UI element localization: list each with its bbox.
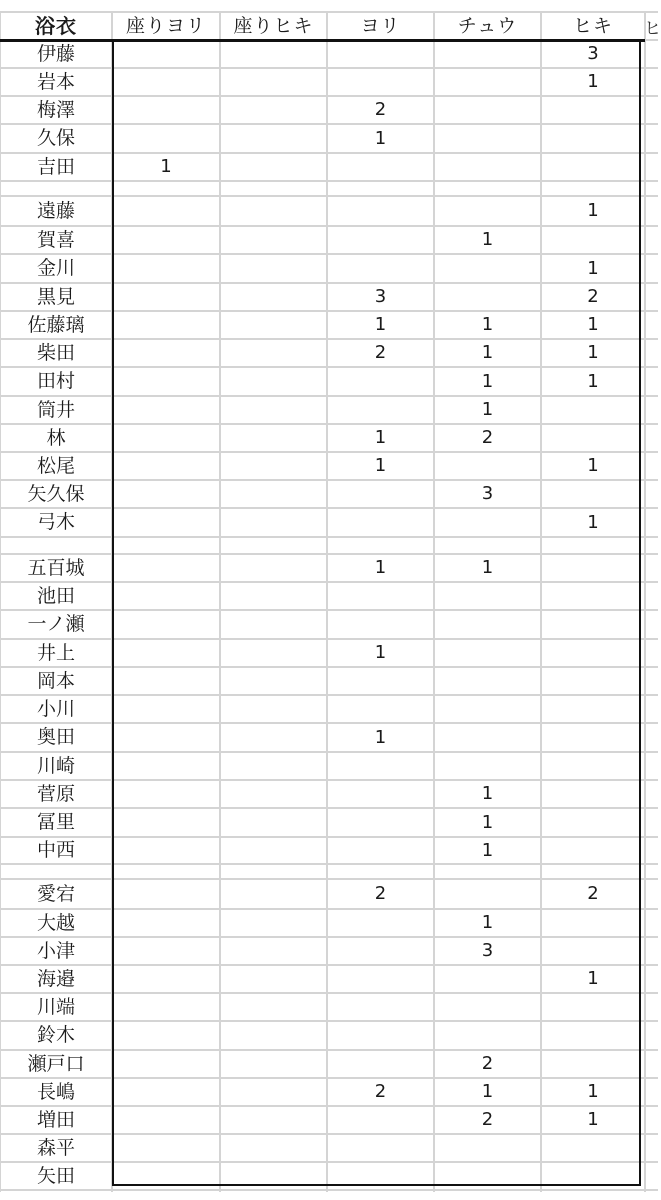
count-cell[interactable]: 1 (481, 912, 494, 933)
count-cell[interactable]: 3 (374, 286, 387, 307)
member-name-cell[interactable]: 黒見 (36, 285, 75, 308)
header-zari-hiki[interactable]: 座りヒキ (233, 14, 314, 37)
member-name-cell[interactable]: 増田 (36, 1108, 75, 1131)
member-name-cell[interactable]: 佐藤璃 (27, 313, 85, 336)
count-cell[interactable]: 2 (587, 286, 599, 307)
member-name-cell[interactable]: 冨里 (36, 811, 75, 833)
member-name-cell[interactable]: 弓木 (36, 511, 75, 533)
count-cell[interactable]: 1 (481, 783, 494, 804)
member-name-cell[interactable]: 小津 (36, 939, 75, 962)
header-hiki[interactable]: ヒキ (572, 14, 613, 37)
header-name-column[interactable]: 浴衣 (35, 14, 77, 38)
count-cell[interactable]: 2 (374, 342, 387, 363)
member-name-cell[interactable]: 小川 (36, 697, 75, 720)
count-cell[interactable]: 1 (587, 71, 599, 92)
member-name-cell[interactable]: 奥田 (36, 726, 75, 748)
count-cell[interactable]: 2 (587, 883, 599, 904)
member-name-cell[interactable]: 池田 (36, 584, 75, 607)
count-cell[interactable]: 1 (587, 314, 599, 335)
count-cell[interactable]: 1 (481, 314, 494, 335)
member-name-cell[interactable]: 瀬戸口 (27, 1052, 85, 1075)
count-cell[interactable]: 1 (160, 156, 172, 177)
header-chuu[interactable]: チュウ (457, 14, 518, 37)
member-name-cell[interactable]: 筒井 (36, 398, 75, 421)
count-cell[interactable]: 1 (587, 257, 599, 279)
member-name-cell[interactable]: 金川 (36, 257, 75, 279)
member-name-cell[interactable] (0, 181, 112, 196)
count-cell[interactable]: 3 (481, 940, 494, 961)
member-name-cell[interactable]: 五百城 (27, 556, 85, 579)
count-cell[interactable]: 1 (374, 455, 387, 476)
member-name-cell[interactable]: 中西 (36, 839, 75, 861)
member-name-cell[interactable]: 愛宕 (36, 882, 75, 905)
member-name-cell[interactable]: 吉田 (36, 155, 75, 178)
member-name-cell[interactable]: 松尾 (36, 454, 75, 477)
count-cell[interactable]: 3 (481, 483, 494, 504)
clipped-column-header: ヒ (644, 18, 661, 39)
count-cell[interactable]: 1 (481, 399, 494, 420)
member-name-cell[interactable]: 矢田 (36, 1164, 75, 1187)
member-name-cell[interactable]: 林 (46, 426, 66, 449)
member-name-cell[interactable]: 井上 (36, 641, 75, 664)
count-cell[interactable]: 1 (587, 370, 599, 392)
member-name-cell[interactable]: 賀喜 (36, 228, 75, 251)
member-name-cell[interactable]: 大越 (36, 911, 75, 934)
count-cell[interactable]: 1 (587, 968, 599, 989)
count-cell[interactable]: 1 (481, 839, 494, 861)
count-cell[interactable]: 1 (374, 127, 387, 149)
count-cell[interactable]: 3 (587, 43, 599, 64)
count-cell[interactable]: 1 (587, 200, 599, 221)
count-cell[interactable]: 1 (587, 511, 599, 533)
count-cell[interactable]: 1 (481, 557, 494, 578)
count-cell[interactable]: 1 (374, 314, 387, 335)
count-cell[interactable]: 2 (374, 883, 387, 904)
count-cell[interactable]: 1 (481, 229, 494, 250)
count-cell[interactable]: 1 (374, 427, 387, 448)
member-name-cell[interactable]: 岩本 (36, 70, 75, 93)
member-name-cell[interactable]: 鈴木 (36, 1024, 75, 1046)
member-name-cell[interactable]: 田村 (36, 370, 75, 392)
count-cell[interactable]: 1 (374, 642, 387, 663)
count-cell[interactable]: 1 (374, 557, 387, 578)
member-name-cell[interactable]: 柴田 (36, 341, 75, 364)
member-name-cell[interactable]: 梅澤 (36, 98, 75, 121)
member-name-cell[interactable]: 岡本 (36, 669, 75, 692)
count-cell[interactable]: 1 (481, 370, 494, 392)
header-zari-yori[interactable]: 座りヨリ (125, 14, 206, 37)
count-cell[interactable]: 1 (587, 342, 599, 363)
count-cell[interactable]: 1 (481, 342, 494, 363)
member-name-cell[interactable]: 海邉 (36, 967, 75, 990)
count-cell[interactable]: 1 (587, 1109, 599, 1130)
member-name-cell[interactable]: 矢久保 (27, 482, 85, 505)
count-cell[interactable]: 2 (481, 1053, 494, 1074)
member-name-cell[interactable] (0, 537, 112, 554)
member-name-cell[interactable]: 一ノ瀬 (27, 613, 85, 635)
count-cell[interactable]: 2 (481, 1109, 494, 1130)
member-name-cell[interactable]: 久保 (36, 127, 75, 149)
table-outline-border (112, 40, 641, 1186)
member-name-cell[interactable] (0, 864, 112, 879)
header-yori[interactable]: ヨリ (360, 14, 401, 37)
member-name-cell[interactable]: 川端 (36, 995, 75, 1018)
count-cell[interactable]: 1 (587, 455, 599, 476)
count-cell[interactable]: 1 (481, 1081, 494, 1102)
count-cell[interactable]: 1 (374, 726, 387, 748)
count-cell[interactable]: 1 (587, 1081, 599, 1102)
member-name-cell[interactable]: 川崎 (36, 754, 75, 777)
member-name-cell[interactable]: 長嶋 (36, 1080, 75, 1103)
member-name-cell[interactable]: 遠藤 (36, 199, 75, 222)
count-cell[interactable]: 1 (481, 811, 494, 833)
count-cell[interactable]: 2 (481, 427, 494, 448)
member-name-cell[interactable]: 森平 (36, 1136, 75, 1159)
member-name-cell[interactable]: 菅原 (36, 782, 75, 805)
member-name-cell[interactable]: 伊藤 (36, 42, 75, 65)
count-cell[interactable]: 2 (374, 1081, 387, 1102)
count-cell[interactable]: 2 (374, 99, 387, 120)
